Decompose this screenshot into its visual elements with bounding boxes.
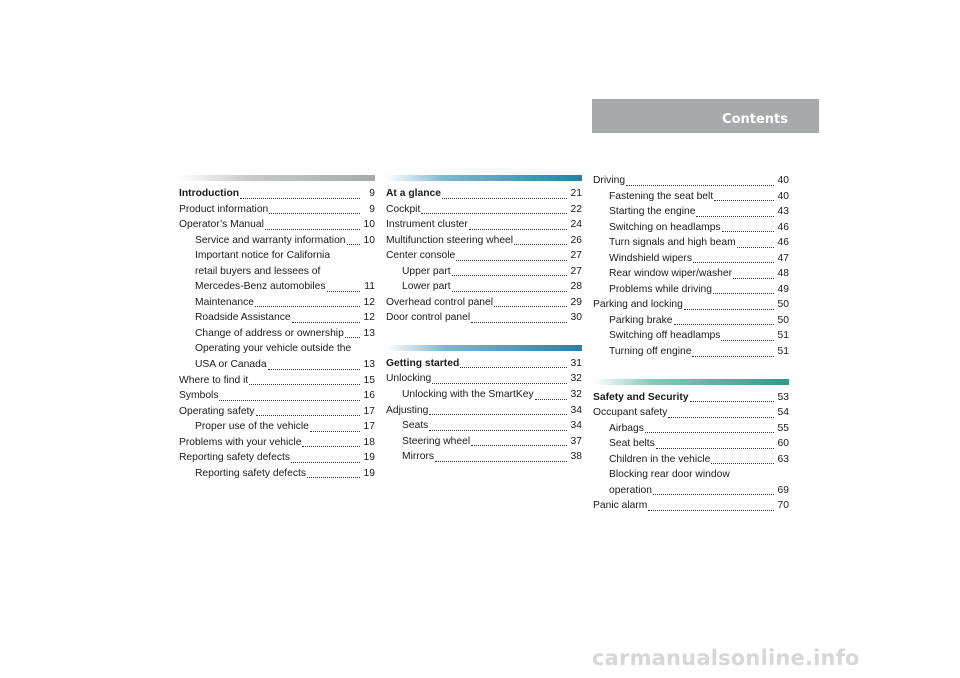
dot-leader: [292, 322, 360, 323]
section-divider-bar: [386, 175, 582, 181]
dot-leader: [535, 399, 567, 400]
dot-leader: [291, 462, 360, 463]
dot-leader: [307, 477, 360, 478]
dot-leader: [268, 369, 360, 370]
toc-entry[interactable]: [179, 450, 375, 466]
dot-leader: [690, 401, 774, 402]
toc-entry-label: Center console: [386, 250, 456, 262]
toc-entry[interactable]: [386, 295, 582, 311]
dot-leader: [722, 231, 774, 232]
toc-column-1: [179, 175, 375, 481]
toc-page-number: 34: [570, 420, 582, 432]
toc-page-number: 50: [777, 314, 789, 326]
toc-entry-label: Rear window wiper/washer: [609, 268, 733, 280]
dot-leader: [249, 384, 360, 385]
toc-entry[interactable]: [593, 173, 789, 189]
toc-page-number: 13: [363, 327, 375, 339]
toc-entry[interactable]: [593, 344, 789, 360]
toc-entry-label: Multifunction steering wheel: [386, 234, 514, 246]
dot-leader: [432, 383, 567, 384]
toc-entry-label: Where to find it: [179, 374, 249, 386]
toc-section-heading[interactable]: [593, 390, 789, 406]
toc-entry-label: Introduction: [179, 188, 240, 199]
toc-entry[interactable]: [593, 297, 789, 313]
toc-entry-label: Seat belts: [609, 438, 655, 450]
toc-entry-label: Airbags: [609, 422, 644, 434]
toc-page-number: 16: [363, 390, 375, 402]
toc-entry[interactable]: [179, 326, 375, 342]
toc-entry-label: Getting started: [386, 357, 460, 369]
toc-entry[interactable]: [386, 418, 582, 434]
toc-entry-label: Mirrors: [402, 451, 435, 463]
toc-entry-label: Product information: [179, 203, 269, 215]
toc-page-number: 28: [570, 281, 582, 293]
toc-entry[interactable]: [179, 435, 375, 451]
dot-leader: [668, 417, 774, 418]
toc-entry[interactable]: [179, 466, 375, 482]
toc-entry[interactable]: [179, 279, 375, 295]
dot-leader: [255, 306, 360, 307]
toc-entry[interactable]: [593, 452, 789, 468]
toc-entry[interactable]: [179, 341, 375, 357]
toc-entry-label: Problems while driving: [609, 283, 713, 295]
toc-entry-label: Lower part: [402, 281, 451, 293]
toc-page-number: 34: [570, 404, 582, 416]
toc-entry-label: Switching on headlamps: [609, 221, 721, 233]
toc-page-number: 30: [570, 312, 582, 324]
toc-page-number: 43: [777, 206, 789, 218]
toc-entry-label: Children in the vehicle: [609, 453, 711, 465]
toc-entry[interactable]: [386, 310, 582, 326]
dot-leader: [696, 216, 774, 217]
toc-page-number: 10: [363, 219, 375, 231]
toc-entry-label: Roadside Assistance: [195, 312, 291, 324]
toc-entry-label: Turning off engine: [609, 346, 692, 358]
toc-entry[interactable]: [593, 405, 789, 421]
toc-entry-label: Door control panel: [386, 312, 471, 324]
dot-leader: [714, 200, 774, 201]
toc-entry[interactable]: [179, 248, 375, 264]
toc-page-number: 18: [363, 436, 375, 448]
dot-leader: [219, 400, 360, 401]
toc-entry-label: Blocking rear door window: [609, 469, 730, 481]
toc-entry-label: Operating your vehicle outside the: [195, 343, 352, 355]
toc-page-number: 54: [777, 407, 789, 419]
toc-entry-label: Turn signals and high beam: [609, 237, 736, 249]
toc-entry-label: Problems with your vehicle: [179, 436, 302, 448]
dot-leader: [327, 291, 361, 292]
dot-leader: [514, 244, 567, 245]
dot-leader: [347, 244, 360, 245]
toc-page-number: 60: [777, 438, 789, 450]
toc-entry-label: Upper part: [402, 265, 451, 277]
toc-page-number: 17: [363, 421, 375, 433]
toc-entry-label: operation: [609, 484, 652, 496]
section-spacer: [386, 326, 582, 345]
toc-page-number: 19: [363, 452, 375, 464]
toc-entry[interactable]: [593, 204, 789, 220]
toc-page-number: 69: [777, 484, 789, 496]
dot-leader: [456, 260, 567, 261]
toc-page-number: 38: [570, 451, 582, 463]
toc-entry-label: Maintenance: [195, 296, 254, 308]
toc-entry-label: Mercedes-Benz automobiles: [195, 281, 326, 293]
toc-entry-label: USA or Canada: [195, 359, 267, 371]
toc-page-number: 51: [777, 330, 789, 342]
dot-leader: [711, 463, 774, 464]
toc-page-number: 46: [777, 221, 789, 233]
toc-entry[interactable]: [179, 310, 375, 326]
toc-page-number: 47: [777, 252, 789, 264]
dot-leader: [429, 430, 567, 431]
dot-leader: [269, 213, 360, 214]
dot-leader: [460, 367, 567, 368]
dot-leader: [645, 432, 774, 433]
toc-entry-label: Safety and Security: [593, 391, 689, 403]
dot-leader: [265, 229, 360, 230]
toc-entry-label: Instrument cluster: [386, 219, 468, 231]
toc-page-number: 63: [777, 453, 789, 465]
dot-leader: [692, 356, 774, 357]
toc-entry[interactable]: [386, 434, 582, 450]
toc-page-number: 70: [777, 500, 789, 512]
dot-leader: [721, 340, 774, 341]
toc-entry[interactable]: [386, 233, 582, 249]
section-divider-bar: [593, 379, 789, 385]
dot-leader: [626, 185, 774, 186]
toc-entry[interactable]: [386, 264, 582, 280]
toc-entry[interactable]: [593, 266, 789, 282]
toc-page-number: 12: [363, 312, 375, 324]
toc-column-2: [386, 175, 582, 465]
toc-entry-label: Parking and locking: [593, 299, 683, 311]
toc-entry-label: Driving: [593, 175, 626, 186]
toc-entry[interactable]: [593, 189, 789, 205]
contents-header-tab: [592, 99, 819, 133]
toc-entry-label: Occupant safety: [593, 407, 668, 419]
toc-page-number: 19: [363, 467, 375, 479]
toc-entry-label: Reporting safety defects: [179, 452, 291, 464]
toc-entry-label: Change of address or ownership: [195, 327, 344, 339]
toc-entry-label: retail buyers and lessees of: [195, 265, 321, 277]
toc-page-number: 40: [777, 190, 789, 202]
toc-page-number: 32: [570, 389, 582, 401]
toc-entry-label: Cockpit: [386, 203, 421, 215]
toc-page-number: 10: [363, 234, 375, 246]
dot-leader: [733, 278, 774, 279]
toc-entry[interactable]: [593, 282, 789, 298]
toc-page-number: 17: [363, 405, 375, 417]
toc-entry-label: Panic alarm: [593, 500, 648, 512]
section-spacer: [593, 360, 789, 379]
toc-entry-label: Seats: [402, 420, 429, 432]
toc-page-number: 49: [777, 283, 789, 295]
dot-leader: [310, 431, 360, 432]
dot-leader: [435, 461, 567, 462]
toc-section-heading[interactable]: [386, 356, 582, 372]
toc-entry-label: Parking brake: [609, 314, 673, 326]
dot-leader: [494, 306, 567, 307]
toc-entry-label: Starting the engine: [609, 206, 696, 218]
dot-leader: [452, 291, 567, 292]
toc-page-number: 46: [777, 237, 789, 249]
toc-entry[interactable]: [179, 217, 375, 233]
dot-leader: [429, 414, 567, 415]
dot-leader: [471, 322, 567, 323]
toc-page-number: 50: [777, 299, 789, 311]
section-divider-bar: [386, 345, 582, 351]
toc-page-number: 15: [363, 374, 375, 386]
dot-leader: [653, 494, 774, 495]
dot-leader: [648, 510, 774, 511]
toc-entry[interactable]: [593, 421, 789, 437]
toc-entry[interactable]: [593, 220, 789, 236]
toc-entry[interactable]: [179, 295, 375, 311]
toc-entry-label: Reporting safety defects: [195, 467, 307, 479]
toc-entry[interactable]: [386, 248, 582, 264]
toc-entry[interactable]: [386, 371, 582, 387]
toc-entry-label: Adjusting: [386, 404, 429, 416]
toc-section-heading[interactable]: [386, 186, 582, 202]
section-divider-bar: [179, 175, 375, 181]
toc-entry[interactable]: [593, 467, 789, 483]
dot-leader: [240, 198, 360, 199]
dot-leader: [713, 293, 774, 294]
toc-entry[interactable]: [593, 498, 789, 514]
watermark-text: carmanualsonline.info: [592, 646, 860, 670]
toc-entry-label: Symbols: [179, 390, 219, 402]
dot-leader: [442, 198, 567, 199]
dot-leader: [452, 275, 567, 276]
toc-entry-label: Unlocking with the SmartKey: [402, 389, 534, 401]
toc-entry-label: Service and warranty information: [195, 234, 346, 246]
toc-page-number: 55: [777, 422, 789, 434]
dot-leader: [684, 309, 774, 310]
toc-entry[interactable]: [386, 202, 582, 218]
toc-page-number: 24: [570, 219, 582, 231]
toc-entry-label: Overhead control panel: [386, 296, 494, 308]
toc-page-number: 37: [570, 435, 582, 447]
dot-leader: [656, 448, 774, 449]
toc-entry[interactable]: [179, 373, 375, 389]
toc-page-number: 53: [777, 391, 789, 403]
toc-page-number: 32: [570, 373, 582, 385]
toc-entry[interactable]: [179, 419, 375, 435]
toc-page-number: 13: [363, 359, 375, 371]
toc-page-number: 27: [570, 265, 582, 277]
dot-leader: [256, 415, 360, 416]
page-title: Contents: [722, 112, 788, 127]
toc-entry[interactable]: [179, 233, 375, 249]
toc-entry[interactable]: [179, 388, 375, 404]
toc-entry-label: Operating safety: [179, 405, 255, 417]
toc-page-number: 12: [363, 296, 375, 308]
dot-leader: [471, 445, 567, 446]
toc-entry[interactable]: [386, 449, 582, 465]
toc-page-number: 48: [777, 268, 789, 280]
dot-leader: [469, 229, 567, 230]
toc-entry[interactable]: [386, 217, 582, 233]
toc-page-number: 9: [369, 188, 375, 199]
dot-leader: [737, 247, 774, 248]
toc-entry[interactable]: [179, 357, 375, 373]
toc-entry[interactable]: [386, 403, 582, 419]
toc-entry[interactable]: [386, 387, 582, 403]
toc-page-number: 11: [364, 281, 375, 293]
toc-entry[interactable]: [593, 328, 789, 344]
toc-page-number: 27: [570, 250, 582, 262]
dot-leader: [302, 446, 360, 447]
toc-page-number: 51: [777, 346, 789, 358]
toc-entry[interactable]: [179, 202, 375, 218]
toc-section-heading[interactable]: [179, 186, 375, 202]
toc-entry[interactable]: [179, 264, 375, 280]
toc-entry-label: Switching off headlamps: [609, 330, 721, 342]
toc-entry[interactable]: [593, 483, 789, 499]
toc-page-number: 21: [570, 188, 582, 199]
toc-entry[interactable]: [386, 279, 582, 295]
toc-entry-label: Fastening the seat belt: [609, 190, 714, 202]
toc-entry[interactable]: [593, 436, 789, 452]
toc-page-number: 9: [369, 203, 375, 215]
toc-entry-label: Proper use of the vehicle: [195, 421, 309, 433]
toc-column-3: [593, 173, 789, 514]
toc-entry[interactable]: [179, 404, 375, 420]
toc-entry[interactable]: [593, 251, 789, 267]
toc-page-number: 22: [570, 203, 582, 215]
dot-leader: [421, 213, 567, 214]
toc-entry-label: Operator’s Manual: [179, 219, 264, 231]
toc-entry-label: At a glance: [386, 188, 441, 199]
toc-page-number: 31: [570, 357, 582, 369]
toc-entry-label: Unlocking: [386, 373, 432, 385]
toc-entry[interactable]: [593, 313, 789, 329]
dot-leader: [674, 324, 774, 325]
toc-entry-label: Important notice for California: [195, 250, 331, 262]
toc-entry[interactable]: [593, 235, 789, 251]
toc-entry-label: Windshield wipers: [609, 252, 692, 264]
toc-page-number: 29: [570, 296, 582, 308]
toc-entry-label: Steering wheel: [402, 435, 471, 447]
toc-page-number: 40: [777, 175, 789, 186]
dot-leader: [693, 262, 774, 263]
toc-page-number: 26: [570, 234, 582, 246]
dot-leader: [345, 337, 360, 338]
